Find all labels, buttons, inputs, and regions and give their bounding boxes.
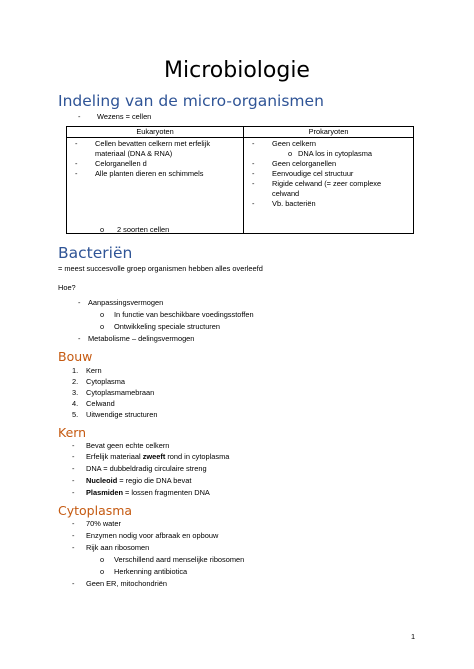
list-item: Bevat geen echte celkern bbox=[86, 441, 170, 450]
list-number: 2. bbox=[72, 377, 79, 386]
heading-bacterien: Bacteriën bbox=[58, 244, 133, 262]
table-header-prokaryoten: Prokaryoten bbox=[244, 127, 414, 138]
bullet-dash: - bbox=[72, 579, 75, 588]
text-run-bold: Nucleoid bbox=[86, 476, 118, 485]
bullet-dash: - bbox=[78, 112, 81, 121]
table-item: Geen celorganellen bbox=[272, 159, 337, 168]
list-item: Enzymen nodig voor afbraak en opbouw bbox=[86, 531, 219, 540]
text-run-bold: Plasmiden bbox=[86, 488, 123, 497]
list-item bbox=[86, 488, 210, 498]
text-run: Erfelijk materiaal bbox=[86, 452, 143, 461]
list-number: 1. bbox=[72, 366, 79, 375]
heading-cytoplasma: Cytoplasma bbox=[58, 503, 133, 518]
bullet-circle: o bbox=[100, 555, 105, 564]
table-item: Cellen bevatten celkern met erfelijk bbox=[95, 139, 211, 148]
list-item bbox=[86, 476, 191, 486]
hoe-text: Hoe? bbox=[58, 283, 76, 292]
text-run: = regio die DNA bevat bbox=[117, 476, 192, 485]
comparison-table bbox=[66, 126, 414, 234]
table-cell-eukaryoten: - Cellen bevatten celkern met erfelijk materiaal (DNA & RNA) - Celorganellen d - Alle planten dieren en schimmels bbox=[67, 138, 244, 234]
bullet-dash: - bbox=[72, 519, 75, 528]
list-item: Aanpassingsvermogen bbox=[88, 298, 164, 307]
after-table-text: 2 soorten cellen bbox=[117, 225, 170, 234]
heading-kern: Kern bbox=[58, 425, 87, 440]
bullet-dash: - bbox=[72, 441, 75, 450]
page-number: 1 bbox=[411, 632, 416, 641]
bacterien-intro: = meest succesvolle groep organismen hebben alles overleefd bbox=[58, 264, 263, 273]
bullet-dash: - bbox=[72, 476, 75, 485]
list-item: Cytoplasmamebraan bbox=[86, 388, 155, 397]
table-header-eukaryoten: Eukaryoten bbox=[67, 127, 244, 138]
bullet-dash: - bbox=[72, 488, 75, 497]
bullet-circle: o bbox=[100, 322, 105, 331]
bullet-dash: - bbox=[72, 531, 75, 540]
table-item: Alle planten dieren en schimmels bbox=[95, 169, 204, 178]
list-number: 4. bbox=[72, 399, 79, 408]
list-number: 3. bbox=[72, 388, 79, 397]
bullet-circle: o bbox=[100, 310, 105, 319]
text-run-bold: zweeft bbox=[142, 452, 166, 461]
bullet-dash: - bbox=[72, 543, 75, 552]
list-item bbox=[86, 452, 229, 462]
bullet-dash: - bbox=[72, 464, 75, 473]
heading-indeling: Indeling van de micro-organismen bbox=[58, 92, 324, 110]
list-item: Celwand bbox=[86, 399, 115, 408]
table-item: Celorganellen d bbox=[95, 159, 147, 168]
table-item: Rigide celwand (= zeer complexe bbox=[272, 179, 382, 188]
bullet-dash: - bbox=[78, 334, 81, 343]
bullet-dash: - bbox=[78, 298, 81, 307]
table-item: Vb. bacteriën bbox=[272, 199, 316, 208]
list-item: Kern bbox=[86, 366, 102, 375]
list-item: DNA = dubbeldradig circulaire streng bbox=[86, 464, 207, 473]
bullet-dash: - bbox=[72, 452, 75, 461]
list-item: In functie van beschikbare voedingsstoffen bbox=[114, 310, 254, 319]
text-run: = lossen fragmenten DNA bbox=[122, 488, 210, 497]
bullet-wezens: Wezens = cellen bbox=[97, 112, 152, 121]
table-item: materiaal (DNA & RNA) bbox=[95, 149, 173, 158]
list-item: Verschillend aard menselijke ribosomen bbox=[114, 555, 245, 564]
page-title: Microbiologie bbox=[164, 58, 310, 83]
list-item: Geen ER, mitochondriën bbox=[86, 579, 167, 588]
bullet-circle: o bbox=[100, 225, 105, 234]
list-number: 5. bbox=[72, 410, 79, 419]
table-item: Eenvoudige cel structuur bbox=[272, 169, 354, 178]
heading-bouw: Bouw bbox=[58, 349, 93, 364]
text-run: rond in cytoplasma bbox=[165, 452, 230, 461]
table-item: Geen celkern bbox=[272, 139, 317, 148]
list-item: 70% water bbox=[86, 519, 121, 528]
list-item: Cytoplasma bbox=[86, 377, 126, 386]
table-cell-prokaryoten: - Geen celkern o DNA los in cytoplasma - Geen celorganellen - Eenvoudige cel structuur - Rigide celwand (= zeer complexe celwand - Vb. bacteriën bbox=[244, 138, 414, 234]
list-item: Herkenning antibiotica bbox=[114, 567, 188, 576]
table-subitem: DNA los in cytoplasma bbox=[298, 149, 372, 158]
list-item: Uitwendige structuren bbox=[86, 410, 158, 419]
list-item: Metabolisme – delingsvermogen bbox=[88, 334, 195, 343]
list-item: Rijk aan ribosomen bbox=[86, 543, 150, 552]
table-item: celwand bbox=[272, 189, 300, 198]
bullet-circle: o bbox=[100, 567, 105, 576]
list-item: Ontwikkeling speciale structuren bbox=[114, 322, 220, 331]
